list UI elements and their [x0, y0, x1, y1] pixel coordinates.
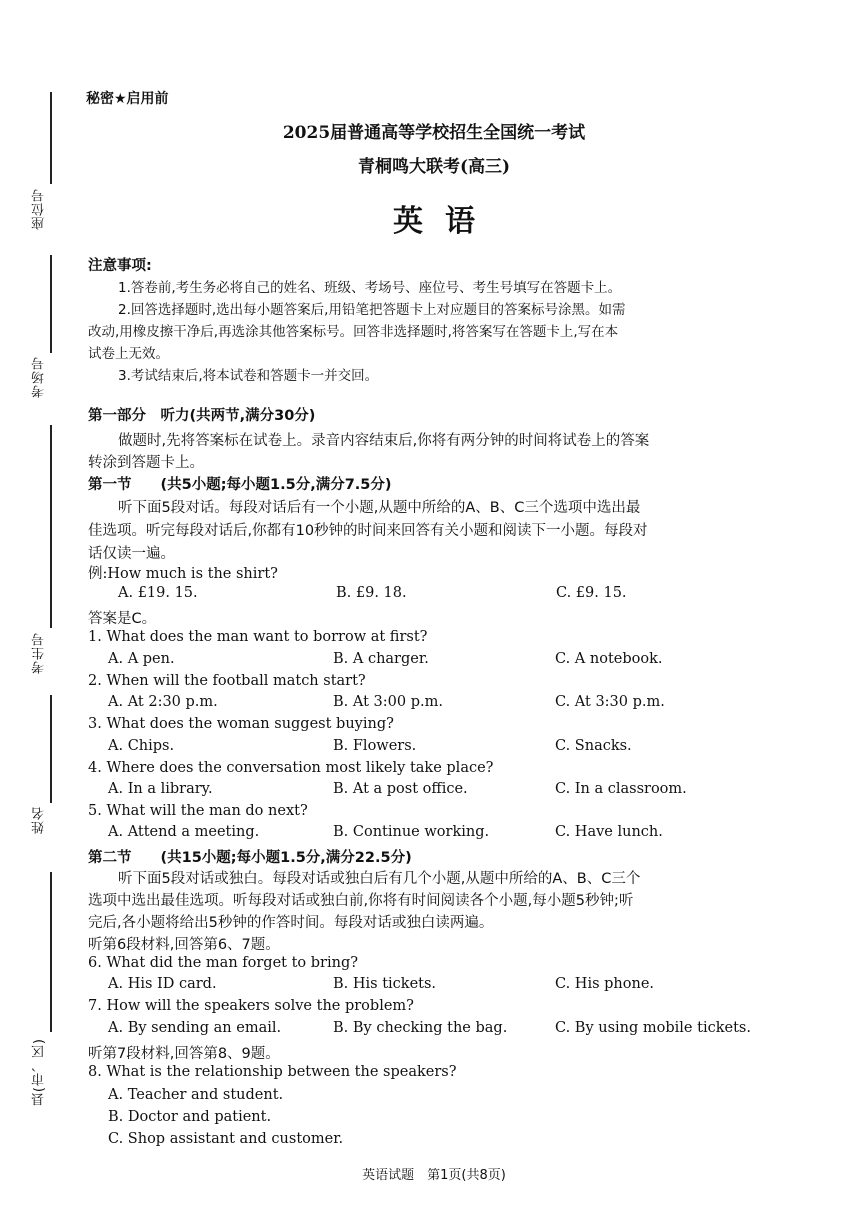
option-6b: B. His tickets.	[333, 976, 437, 992]
option-8a: A. Teacher and student.	[108, 1087, 284, 1103]
example-answer: 答案是C。	[88, 611, 157, 627]
confidential-mark: 秘密★启用前	[86, 91, 169, 107]
side-label-county: 县(市、区)	[32, 1038, 47, 1107]
option-3b: B. Flowers.	[333, 738, 417, 754]
question-1: 1. What does the man want to borrow at first?	[88, 629, 428, 645]
part1-heading: 第一部分 听力(共两节,满分30分)	[88, 408, 316, 424]
material-7-label: 听第7段材料,回答第8、9题。	[88, 1046, 280, 1062]
option-7b: B. By checking the bag.	[333, 1020, 508, 1036]
question-5: 5. What will the man do next?	[88, 803, 308, 819]
option-5b: B. Continue working.	[333, 824, 490, 840]
side-line-examinee	[50, 425, 52, 628]
section1-intro-2: 佳选项。听完每段对话后,你都有10秒钟的时间来回答有关小题和阅读下一小题。每段对	[88, 523, 648, 539]
section2-heading: 第二节 (共15小题;每小题1.5分,满分22.5分)	[88, 850, 412, 866]
question-7: 7. How will the speakers solve the problem?	[88, 998, 414, 1014]
option-7c: C. By using mobile tickets.	[555, 1020, 751, 1036]
side-label-name: 姓名	[32, 806, 47, 834]
option-1a: A. A pen.	[108, 651, 175, 667]
side-line-room	[50, 255, 52, 353]
question-6: 6. What did the man forget to bring?	[88, 955, 359, 971]
part1-intro-1: 做题时,先将答案标在试卷上。录音内容结束后,你将有两分钟的时间将试卷上的答案	[118, 433, 650, 449]
section1-intro-1: 听下面5段对话。每段对话后有一个小题,从题中所给的A、B、C三个选项中选出最	[118, 500, 641, 516]
option-1c: C. A notebook.	[555, 651, 663, 667]
exam-subtitle: 青桐鸣大联考(高三)	[357, 157, 511, 177]
subject-title: 英语	[393, 204, 497, 239]
notice-item-2b: 改动,用橡皮擦干净后,再选涂其他答案标号。回答非选择题时,将答案写在答题卡上,写在本	[88, 324, 619, 340]
question-4: 4. Where does the conversation most likely take place?	[88, 760, 494, 776]
option-8b: B. Doctor and patient.	[108, 1109, 272, 1125]
part1-intro-2: 转涂到答题卡上。	[88, 455, 204, 471]
example-option-b: B. £9. 18.	[336, 585, 407, 601]
option-2b: B. At 3:00 p.m.	[333, 694, 443, 710]
option-6a: A. His ID card.	[108, 976, 217, 992]
page-footer: 英语试题 第1页(共8页)	[362, 1168, 506, 1183]
notice-item-2c: 试卷上无效。	[88, 346, 169, 362]
exam-title: 2025届普通高等学校招生全国统一考试	[282, 123, 586, 143]
side-line-county	[50, 872, 52, 1032]
option-5c: C. Have lunch.	[555, 824, 663, 840]
notice-heading: 注意事项:	[88, 258, 152, 274]
notice-item-1: 1.答卷前,考生务必将自己的姓名、班级、考场号、座位号、考生号填写在答题卡上。	[118, 280, 622, 296]
side-line-name	[50, 695, 52, 803]
option-2a: A. At 2:30 p.m.	[108, 694, 218, 710]
material-6-label: 听第6段材料,回答第6、7题。	[88, 937, 280, 953]
example-option-a: A. £19. 15.	[118, 585, 198, 601]
option-2c: C. At 3:30 p.m.	[555, 694, 665, 710]
option-4c: C. In a classroom.	[555, 781, 687, 797]
question-8: 8. What is the relationship between the speakers?	[88, 1064, 457, 1080]
option-4b: B. At a post office.	[333, 781, 468, 797]
side-label-examinee: 考生号	[32, 632, 47, 674]
example-option-c: C. £9. 15.	[556, 585, 627, 601]
option-5a: A. Attend a meeting.	[108, 824, 260, 840]
section2-intro-3: 完后,各小题将给出5秒钟的作答时间。每段对话或独白读两遍。	[88, 915, 494, 931]
notice-item-3: 3.考试结束后,将本试卷和答题卡一并交回。	[118, 368, 379, 384]
option-7a: A. By sending an email.	[108, 1020, 282, 1036]
example-question: 例:How much is the shirt?	[88, 566, 278, 582]
option-1b: B. A charger.	[333, 651, 429, 667]
option-8c: C. Shop assistant and customer.	[108, 1131, 344, 1147]
section2-intro-1: 听下面5段对话或独白。每段对话或独白后有几个小题,从题中所给的A、B、C三个	[118, 871, 641, 887]
side-label-room: 考场号	[32, 356, 47, 398]
side-label-seat: 座位号	[32, 188, 47, 230]
section2-intro-2: 选项中选出最佳选项。听每段对话或独白前,你将有时间阅读各个小题,每小题5秒钟;听	[88, 893, 634, 909]
section1-heading: 第一节 (共5小题;每小题1.5分,满分7.5分)	[88, 477, 392, 493]
option-4a: A. In a library.	[108, 781, 213, 797]
option-3c: C. Snacks.	[555, 738, 632, 754]
option-6c: C. His phone.	[555, 976, 655, 992]
question-2: 2. When will the football match start?	[88, 673, 366, 689]
notice-item-2a: 2.回答选择题时,选出每小题答案后,用铅笔把答题卡上对应题目的答案标号涂黑。如需	[118, 302, 626, 318]
question-3: 3. What does the woman suggest buying?	[88, 716, 394, 732]
section1-intro-3: 话仅读一遍。	[88, 546, 175, 562]
option-3a: A. Chips.	[108, 738, 175, 754]
